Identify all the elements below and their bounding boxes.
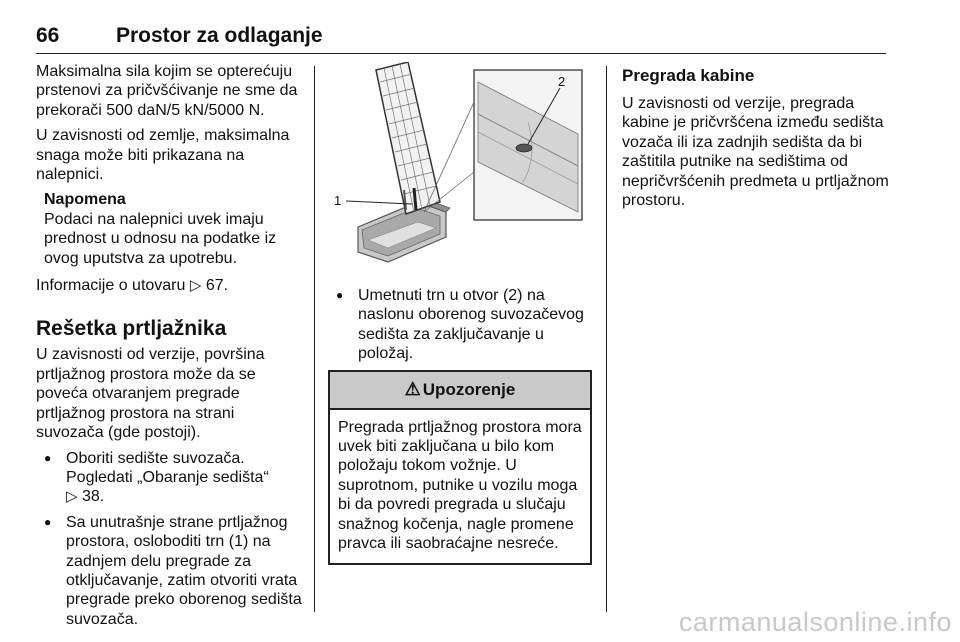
partition-illustration <box>328 62 592 274</box>
bullet-text-insert-pin: Umetnuti trn u otvor (2) na naslonu oborenog suvozačevog sedišta za zaključavanje u položaj. <box>358 287 584 363</box>
note-title: Napomena <box>44 191 126 209</box>
section-title-cargo-grid: Rešetka prtljažnika <box>36 317 227 341</box>
bullet-ref-fold-seat[interactable]: 38. <box>82 488 105 506</box>
warning-title: Upozorenje <box>422 379 516 399</box>
paragraph-max-force: Maksimalna sila kojim se opterećuju prstenovi za pričvšćivanje ne sme da prekorači 500 daN/5 kN/5000 N. <box>36 63 298 119</box>
arrow-reference-icon: ▷ <box>189 277 202 295</box>
bullet-text-release-pin: Sa unutrašnje strane prtljažnog prostora, osloboditi trn (1) na zadnjem delu pregrade za otključavanje, zatim otvoriti vrata pregrade preko oborenog sedišta suvozača. <box>66 513 302 628</box>
warning-text: Pregrada prtljažnog prostora mora uvek biti zaključana u bilo kom položaju tokom vožnje. U suprotnom, putnike u vozilu moga bi da povredi pregrada u slučaju snažnog kočenja, nagle promene pravca ili saobraćajne nesreće. <box>338 418 582 553</box>
warning-triangle-icon: ⚠ <box>404 378 421 399</box>
column-left <box>36 62 304 635</box>
loading-info-line <box>36 276 304 295</box>
warning-box <box>328 370 592 566</box>
header-divider <box>36 53 886 54</box>
section-title-cabin-partition: Pregrada kabine <box>622 66 755 85</box>
cabin-partition-text: U zavisnosti od verzije, pregrada kabine je pričvršćena između sedišta vozača ili iza zadnjih sedišta da bi zaštitila putnike na sedištima od nepričvršćenih predmeta u prtljažnom prostoru. <box>622 95 889 210</box>
page-header <box>36 20 886 52</box>
figure-label-1: 1 <box>334 193 342 208</box>
note-block <box>44 190 304 268</box>
loading-info-ref[interactable]: 67. <box>205 277 229 295</box>
note-text: Podaci na nalepnici uvek imaju prednost u odnosu na podatke iz ovog uputstva za upotrebu. <box>44 210 277 267</box>
list-item <box>336 286 592 364</box>
list-item <box>44 513 304 629</box>
page-number: 66 <box>36 24 60 47</box>
arrow-reference-icon: ▷ <box>66 488 78 506</box>
column-divider-left <box>314 66 315 612</box>
watermark: carmanualsonline.info <box>678 607 952 637</box>
loading-info-text: Informacije o utovaru <box>36 277 186 295</box>
paragraph-label-info: U zavisnosti od zemlje, maksimalna snaga može biti prikazana na nalepnici. <box>36 127 290 184</box>
column-right <box>622 62 890 216</box>
column-middle <box>328 62 592 565</box>
figure-partition-pin <box>328 62 592 274</box>
section-intro: U zavisnosti od verzije, površina prtljažnog prostora može da se poveća otvaranjem pregrade prtljažnog prostora na strani suvozača (gde postoji). <box>36 346 265 442</box>
column-divider-right <box>606 66 607 612</box>
chapter-title: Prostor za odlaganje <box>116 24 323 47</box>
list-item <box>44 449 304 507</box>
figure-label-2: 2 <box>558 74 566 89</box>
warning-header <box>330 372 590 410</box>
bullet-text-fold-seat: Oboriti sedište suvozača. Pogledati „Obaranje sedišta“ <box>66 449 269 486</box>
